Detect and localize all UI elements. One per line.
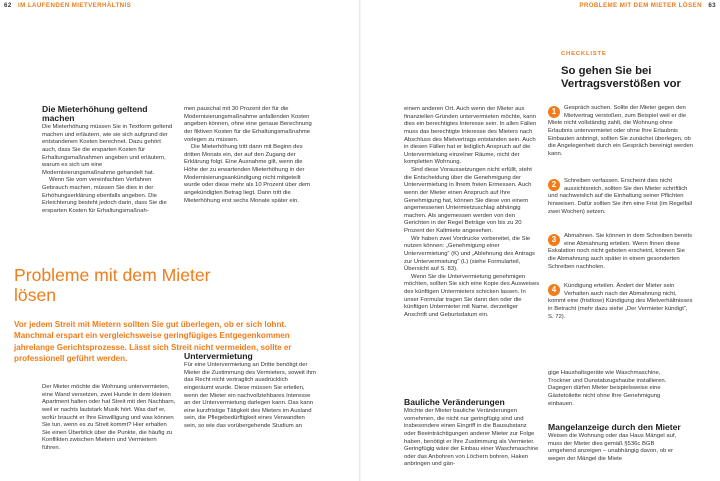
- chapter-label-left: IM LAUFENDEN MIETVERHÄLTNIS: [18, 2, 132, 9]
- section-title: Probleme mit dem Mieter lösen: [14, 265, 211, 305]
- step-number-badge: 3: [548, 234, 560, 246]
- paragraph: einem anderen Ort. Auch wenn der Mieter aus finanziellen Gründen untervermieten möchte, kann dies ein berechtigtes Interesse sein. In allen Fällen muss das berechtigte Interesse des Mieters nach Abschluss des Mietvertrags entstanden sein. Auch in diesen Fällen hat er lediglich Anspruch auf die Untervermietung einzelner Räume, nicht der kompletten Wohnung.: [404, 106, 537, 166]
- checklist-item: [548, 233, 694, 271]
- checklist-item-text: Schreiben verfassen. Erscheint dies nicht aussichtsreich, sollten Sie den Mieter schriftlich und nachweislich auf die Einhaltung seiner Pflichten hinweisen. Dafür sollten Sie ihm eine Frist (im Regelfall zwei Wochen) setzen.: [548, 178, 693, 215]
- subheading-mangelanzeige: Mangelanzeige durch den Mieter: [548, 422, 681, 432]
- checklist-box: [548, 46, 696, 364]
- checklist-item-text: Kündigung erteilen. Ändert der Mieter sein Verhalten auch nach der Abmahnung nicht, kommt eine (fristlose) Kündigung des Mietverhältnisses in Betracht (mehr dazu siehe „Der Vermieter kündigt“, S. 72).: [548, 283, 693, 320]
- paragraph: Wir haben zwei Vordrucke vorbereitet, die Sie nutzen können: „Genehmigung einer Untervermietung“ (K) und „Ablehnung des Antrags zur Untervermietung“ (L) (siehe Formularteil, Übersicht auf S. 83).: [404, 235, 535, 273]
- paragraph: gige Haushaltsgeräte wie Waschmaschine, Trockner und Dunstabzugshaube installieren. Dagegen dürfen Mieter beispielsweise eine Gästetoilette nicht ohne Ihre Genehmigung einbauen.: [548, 370, 667, 407]
- chapter-label-right: PROBLEME MIT DEM MIETER LÖSEN: [579, 2, 702, 9]
- page-number-right: 63: [708, 2, 716, 9]
- subheading-bauliche-veraenderungen: Bauliche Veränderungen: [404, 397, 505, 407]
- checklist-title: So gehen Sie bei Vertragsverstößen vor: [561, 65, 681, 91]
- paragraph: men pauschal mit 30 Prozent der für die Modernisierungsmaßnahme anfallenden Kosten angeben können, ohne eine genaue Berechnung der fiktiven Kosten für die Erhaltungsmaßnahme vorlegen zu müssen.: [184, 106, 312, 143]
- running-head-left: [4, 2, 131, 9]
- paragraph: Sind diese Voraussetzungen nicht erfüllt, steht die Entscheidung über die Genehmigung der Untervermietung in Ihrem freien Ermessen. Auch wenn der Mieter einen Anspruch auf Ihre Genehmigung hat, können Sie diese von einem angemessenen Untermietzuschlag abhängig machen. Als angemessen werden von den Gerichten in der Regel Beträge von bis zu 20 Prozent der Kaltmiete angesehen.: [404, 167, 532, 234]
- section-lead: Vor jedem Streit mit Mietern sollten Sie gut überlegen, ob er sich lohnt. Manchmal erspart ein vergleichsweise geringfügiges Entgegenkommen jahrelange Gerichtsprozesse. Lässt sich Streit nicht vermeiden, sollte er professionell geführt werden.: [14, 320, 292, 363]
- paragraph: Weisen die Wohnung oder das Haus Mängel auf, muss der Mieter dies gemäß §536c BGB umgehend anzeigen – unabhängig davon, ob er wegen der Mängel die Miete: [548, 433, 677, 462]
- paragraph: Die Mieterhöhung tritt dann mit Beginn des dritten Monats ein, der auf den Zugang der Erklärung folgt. Eine Ausnahme gilt, wenn die Höhe der zu erwartenden Mieterhöhung in der Modernisierungsankündigung nicht mitgeteilt wurde oder diese mehr als 10 Prozent über dem angekündigten Betrag liegt. Dann tritt die Mieterhöhung erst sechs Monate später ein.: [184, 144, 311, 204]
- paragraph: Der Mieter möchte die Wohnung untervermieten, eine Wand versetzen, zwei Hunde in dem kleinen Apartment halten oder hat Streit mit den Nachbarn, weil er nachts lautstark Musik hört. Was darf er, wofür braucht er Ihre Einwilligung und was können Sie tun, wenn es zu Streit kommt? Hier erhalten Sie einen Überblick über die Punkte, die häufig zu Konflikten zwischen Mietern und Vermietern führen.: [42, 384, 176, 451]
- column-mieterhoehung: [42, 105, 176, 216]
- paragraph: Möchte der Mieter bauliche Veränderungen vornehmen, die nicht nur geringfügig sind und insbesondere einen Eingriff in die Bausubstanz oder Beeinträchtigungen anderer Mieter zur Folge haben, benötigt er Ihre Zustimmung als Vermieter. Geringfügig wäre der Einbau einer Waschmaschine oder das Anbohren von Löchern bohren, Haken anbringen und gän-: [404, 408, 539, 468]
- running-head-right: [579, 2, 716, 9]
- checklist-item: [548, 105, 694, 158]
- paragraph: Wenn Sie die Untervermietung genehmigen möchten, sollten Sie sich eine Kopie des Ausweises des künftigen Untermieters schicken lassen. In unser Formular tragen Sie dann den oder die künftigen Untermieter mit Name, derzeitiger Anschrift und Geburtsdatum ein.: [404, 273, 540, 318]
- page-number-left: 62: [4, 2, 12, 9]
- column-untervermietung: [184, 352, 318, 431]
- subheading-untervermietung: Untervermietung: [184, 351, 253, 361]
- page-gutter: [359, 0, 361, 481]
- step-number-badge: 1: [548, 106, 560, 118]
- paragraph: Die Mieterhöhung müssen Sie in Textform geltend machen und erläutern, wie sie sich aufgrund der entstandenen Kosten berechnet. Dazu gehört auch, dass Sie die ersparten Kosten für Erhaltungsmaßnahmen angeben und erläutern, warum es sich um eine Modernisierungsmaßnahme gehandelt hat.: [42, 124, 173, 176]
- step-number-badge: 4: [548, 284, 560, 296]
- column-bauliche-cont: [548, 370, 682, 408]
- column-mieterhoehung-cont: [184, 106, 318, 205]
- checklist-item: [548, 178, 694, 216]
- column-bauliche-veraenderungen: [404, 398, 540, 469]
- paragraph: Für eine Untervermietung an Dritte benötigt der Mieter die Zustimmung des Vermieters, soweit ihm das Recht nicht vertraglich ausdrücklich eingeräumt wurde. Diese müssen Sie erteilen, wenn der Mieter ein nachvollziehbares Interesse an der Untervermietung darlegen kann. Das kann eine kurzfristige Tätigkeit des Mieters im Ausland sein, die Pflegebedürftigkeit eines Verwandten sein, so wie das vorübergehende Studium an: [184, 362, 316, 429]
- column-untervermietung-cont: [404, 106, 540, 320]
- checklist-label: CHECKLISTE: [561, 51, 607, 57]
- subheading-mieterhoehung: Die Mieterhöhung geltend machen: [42, 104, 148, 123]
- checklist-item: [548, 283, 694, 321]
- checklist-item-text: Abmahnen. Sie können in dem Schreiben bereits eine Abmahnung erteilen. Wenn Ihnen diese Eskalation noch nicht geboten erscheint, können Sie die Abmahnung auch später in einem gesonderten Schreiben nachholen.: [548, 233, 693, 270]
- checklist-item-text: Gespräch suchen. Sollte der Mieter gegen den Mietvertrag verstoßen, zum Beispiel weil er die Miete nicht vollständig zahlt, die Wohnung ohne Erlaubnis untervermietet oder ohne Ihre Erlaubnis Einbauten anbringt, sollten Sie zunächst überlegen, ob die Angelegenheit durch ein Gespräch bereinigt werden kann.: [548, 105, 694, 157]
- column-intro: [42, 384, 176, 453]
- column-mangelanzeige: [548, 423, 682, 464]
- paragraph: Wenn Sie vom vereinfachten Verfahren Gebrauch machen, müssen Sie dies in der Erhöhungserklärung ebenfalls angeben. Die Erleichterung besteht jedoch darin, dass Sie die ersparten Kosten für Erhaltungsmaßnah-: [42, 177, 167, 214]
- step-number-badge: 2: [548, 179, 560, 191]
